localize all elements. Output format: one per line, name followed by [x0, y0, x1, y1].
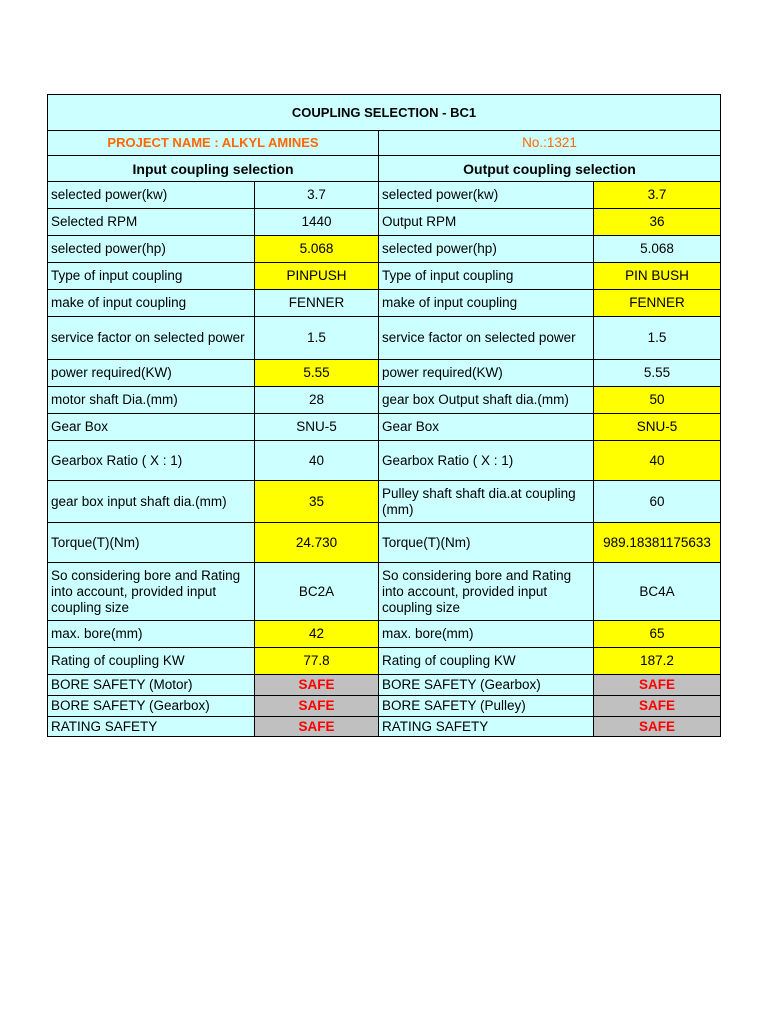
output-safety-label[interactable]: BORE SAFETY (Gearbox)	[379, 675, 594, 696]
output-label-cell[interactable]: make of input coupling	[379, 290, 594, 317]
table-row	[48, 523, 721, 563]
input-safety-label[interactable]: BORE SAFETY (Gearbox)	[48, 696, 255, 717]
table-row	[48, 481, 721, 523]
input-value-cell[interactable]: 24.730	[255, 523, 379, 563]
project-row	[48, 131, 721, 156]
input-label-cell[interactable]: Selected RPM	[48, 209, 255, 236]
table-row	[48, 648, 721, 675]
output-value-cell[interactable]: 5.55	[594, 360, 721, 387]
input-label-cell[interactable]: selected power(hp)	[48, 236, 255, 263]
table-row	[48, 387, 721, 414]
input-value-cell[interactable]: 5.068	[255, 236, 379, 263]
table-row	[48, 563, 721, 621]
table-row	[48, 621, 721, 648]
input-label-cell[interactable]: power required(KW)	[48, 360, 255, 387]
output-value-cell[interactable]: 1.5	[594, 317, 721, 360]
table-row	[48, 263, 721, 290]
output-label-cell[interactable]: Gear Box	[379, 414, 594, 441]
output-label-cell[interactable]: Torque(T)(Nm)	[379, 523, 594, 563]
output-label-cell[interactable]: So considering bore and Rating into account, provided input coupling size	[379, 563, 594, 621]
output-label-cell[interactable]: Output RPM	[379, 209, 594, 236]
input-label-cell[interactable]: motor shaft Dia.(mm)	[48, 387, 255, 414]
input-value-cell[interactable]: FENNER	[255, 290, 379, 317]
output-value-cell[interactable]: SNU-5	[594, 414, 721, 441]
input-value-cell[interactable]: 3.7	[255, 182, 379, 209]
safety-row	[48, 717, 721, 737]
output-safety-status[interactable]: SAFE	[594, 675, 721, 696]
output-label-cell[interactable]: selected power(hp)	[379, 236, 594, 263]
input-label-cell[interactable]: selected power(kw)	[48, 182, 255, 209]
table-row	[48, 182, 721, 209]
section-heading-row	[48, 156, 721, 182]
input-value-cell[interactable]: SNU-5	[255, 414, 379, 441]
input-value-cell[interactable]: 28	[255, 387, 379, 414]
input-value-cell[interactable]: 35	[255, 481, 379, 523]
safety-row	[48, 675, 721, 696]
input-label-cell[interactable]: service factor on selected power	[48, 317, 255, 360]
output-label-cell[interactable]: max. bore(mm)	[379, 621, 594, 648]
output-label-cell[interactable]: Rating of coupling KW	[379, 648, 594, 675]
table-row	[48, 209, 721, 236]
output-value-cell[interactable]: BC4A	[594, 563, 721, 621]
output-label-cell[interactable]: Gearbox Ratio ( X : 1)	[379, 441, 594, 481]
input-label-cell[interactable]: Type of input coupling	[48, 263, 255, 290]
output-value-cell[interactable]: 60	[594, 481, 721, 523]
output-label-cell[interactable]: Type of input coupling	[379, 263, 594, 290]
table-row	[48, 236, 721, 263]
input-value-cell[interactable]: PINPUSH	[255, 263, 379, 290]
output-label-cell[interactable]: service factor on selected power	[379, 317, 594, 360]
safety-row	[48, 696, 721, 717]
output-label-cell[interactable]: gear box Output shaft dia.(mm)	[379, 387, 594, 414]
output-section-heading: Output coupling selection	[379, 156, 721, 182]
project-number: No.:1321	[379, 131, 721, 156]
input-safety-label[interactable]: BORE SAFETY (Motor)	[48, 675, 255, 696]
output-safety-status[interactable]: SAFE	[594, 696, 721, 717]
table-row	[48, 317, 721, 360]
table-row	[48, 414, 721, 441]
input-value-cell[interactable]: 5.55	[255, 360, 379, 387]
output-value-cell[interactable]: 3.7	[594, 182, 721, 209]
output-safety-label[interactable]: BORE SAFETY (Pulley)	[379, 696, 594, 717]
output-safety-label[interactable]: RATING SAFETY	[379, 717, 594, 737]
coupling-selection-table	[47, 94, 721, 737]
output-value-cell[interactable]: 989.18381175633	[594, 523, 721, 563]
input-value-cell[interactable]: 1440	[255, 209, 379, 236]
output-value-cell[interactable]: 40	[594, 441, 721, 481]
input-label-cell[interactable]: So considering bore and Rating into account, provided input coupling size	[48, 563, 255, 621]
input-label-cell[interactable]: gear box input shaft dia.(mm)	[48, 481, 255, 523]
output-value-cell[interactable]: PIN BUSH	[594, 263, 721, 290]
input-value-cell[interactable]: BC2A	[255, 563, 379, 621]
input-label-cell[interactable]: max. bore(mm)	[48, 621, 255, 648]
table-row	[48, 290, 721, 317]
title-row	[48, 95, 721, 131]
input-label-cell[interactable]: Gear Box	[48, 414, 255, 441]
input-value-cell[interactable]: 42	[255, 621, 379, 648]
input-safety-status[interactable]: SAFE	[255, 675, 379, 696]
output-label-cell[interactable]: Pulley shaft shaft dia.at coupling (mm)	[379, 481, 594, 523]
table-row	[48, 360, 721, 387]
output-value-cell[interactable]: 36	[594, 209, 721, 236]
table-row	[48, 441, 721, 481]
input-value-cell[interactable]: 77.8	[255, 648, 379, 675]
project-name: PROJECT NAME : ALKYL AMINES	[48, 131, 379, 156]
output-value-cell[interactable]: 50	[594, 387, 721, 414]
input-label-cell[interactable]: Gearbox Ratio ( X : 1)	[48, 441, 255, 481]
input-label-cell[interactable]: Rating of coupling KW	[48, 648, 255, 675]
input-section-heading: Input coupling selection	[48, 156, 379, 182]
coupling-selection-sheet	[47, 94, 720, 737]
input-safety-label[interactable]: RATING SAFETY	[48, 717, 255, 737]
output-value-cell[interactable]: 187.2	[594, 648, 721, 675]
output-value-cell[interactable]: FENNER	[594, 290, 721, 317]
input-label-cell[interactable]: Torque(T)(Nm)	[48, 523, 255, 563]
output-value-cell[interactable]: 5.068	[594, 236, 721, 263]
output-safety-status[interactable]: SAFE	[594, 717, 721, 737]
input-safety-status[interactable]: SAFE	[255, 717, 379, 737]
input-label-cell[interactable]: make of input coupling	[48, 290, 255, 317]
input-safety-status[interactable]: SAFE	[255, 696, 379, 717]
input-value-cell[interactable]: 1.5	[255, 317, 379, 360]
output-label-cell[interactable]: power required(KW)	[379, 360, 594, 387]
output-value-cell[interactable]: 65	[594, 621, 721, 648]
output-label-cell[interactable]: selected power(kw)	[379, 182, 594, 209]
sheet-title: COUPLING SELECTION - BC1	[48, 95, 721, 131]
input-value-cell[interactable]: 40	[255, 441, 379, 481]
